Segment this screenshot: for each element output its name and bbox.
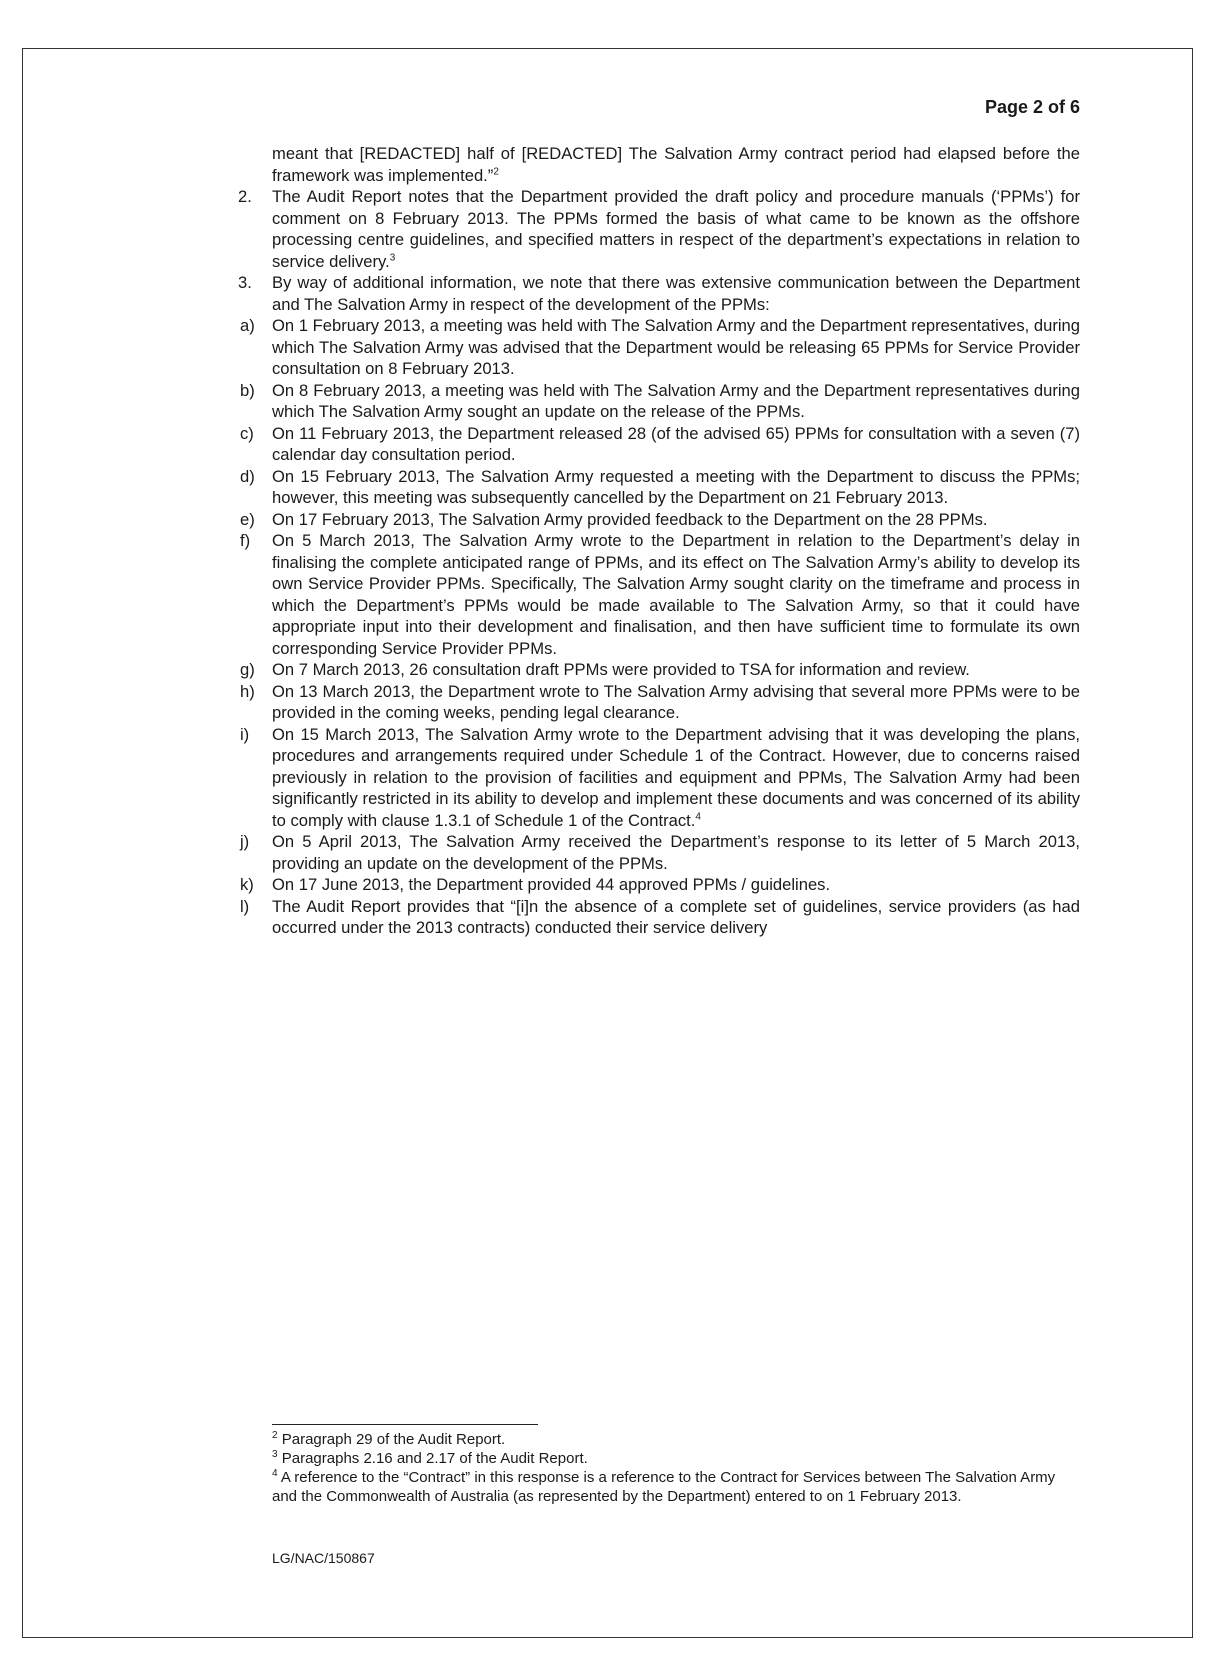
item-text: On 7 March 2013, 26 consultation draft PPMs were provided to TSA for information and review.: [272, 660, 970, 679]
list-item-h: [240, 681, 1080, 724]
item-label: d): [240, 466, 255, 486]
item-label: e): [240, 509, 255, 529]
page-number: Page 2 of 6: [984, 97, 1080, 117]
list-item-c: [240, 423, 1080, 466]
footnote-divider: [272, 1424, 538, 1425]
item-text: On 13 March 2013, the Department wrote to The Salvation Army advising that several more PPMs were to be provided in the coming weeks, pending legal clearance.: [272, 681, 1080, 722]
document-body: [238, 143, 1080, 939]
item-label: a): [240, 316, 255, 335]
footnote-ref-2: 2: [493, 165, 499, 177]
footnote-text: Paragraphs 2.16 and 2.17 of the Audit Report.: [281, 1450, 588, 1467]
footnote-ref-4: 4: [695, 810, 701, 822]
footnote-number: 4: [272, 1468, 278, 1479]
lead-text: meant that [REDACTED] half of [REDACTED] The Salvation Army contract period had elapsed before the framework was implemented.”: [272, 144, 1080, 185]
item-text: The Audit Report provides that “[i]n the absence of a complete set of guidelines, service providers (as had occurred under the 2013 contracts) conducted their service delivery: [272, 896, 1080, 937]
footnote-ref-3: 3: [389, 251, 396, 263]
footnote-2: [272, 1430, 1078, 1449]
paragraph-number: 2.: [238, 187, 252, 206]
item-text: On 15 March 2013, The Salvation Army wrote to the Department advising that it was developing the plans, procedures and arrangements required under Schedule 1 of the Contract. However, due to concerns raised previously in relation to the provision of facilities and equipment and PPMs, The Salvation Army had been significantly restricted in its ability to develop and implement these documents and was concerned of its ability to comply with clause 1.3.1 of Schedule 1 of the Contract.: [272, 724, 1080, 830]
item-label: g): [240, 660, 255, 679]
footnote-3: [272, 1449, 1078, 1468]
paragraph-number: 3.: [238, 273, 252, 292]
item-text: On 1 February 2013, a meeting was held with The Salvation Army and the Department representatives, during which The Salvation Army was advised that the Department would be releasing 65 PPMs for Service Provider consultation on 8 February 2013.: [272, 316, 1080, 378]
item-label: j): [240, 832, 250, 851]
item-label: k): [240, 875, 254, 894]
paragraph-3: [238, 272, 1080, 315]
item-label: f): [240, 531, 251, 550]
list-item-i: [240, 724, 1080, 832]
item-label: i): [240, 724, 250, 744]
item-label: c): [240, 423, 254, 443]
item-text: On 8 February 2013, a meeting was held with The Salvation Army and the Department representatives during which The Salvation Army sought an update on the release of the PPMs.: [272, 380, 1080, 421]
list-item-b: [240, 380, 1080, 423]
footnote-4: [272, 1468, 1078, 1506]
document-reference: LG/NAC/150867: [272, 1550, 375, 1566]
list-item-f: [240, 530, 1080, 659]
footnote-text: A reference to the “Contract” in this response is a reference to the Contract for Services between The Salvation Army and the Commonwealth of Australia (as represented by the Department) entered to on 1 February 2013.: [272, 1469, 1056, 1505]
item-text: On 5 April 2013, The Salvation Army received the Department’s response to its letter of 5 March 2013, providing an update on the development of the PPMs.: [272, 832, 1080, 873]
footnotes: [272, 1430, 1078, 1506]
list-item-a: [240, 315, 1080, 380]
item-label: b): [240, 380, 255, 400]
list-item-k: [240, 874, 1080, 896]
footnote-number: 2: [272, 1430, 278, 1441]
paragraph-text: By way of additional information, we note that there was extensive communication between the Department and The Salvation Army in respect of the development of the PPMs:: [272, 273, 1080, 314]
item-text: On 5 March 2013, The Salvation Army wrote to the Department in relation to the Department’s delay in finalising the complete anticipated range of PPMs, and its effect on The Salvation Army’s ability to develop its own Service Provider PPMs. Specifically, The Salvation Army sought clarity on the timeframe and process in which the Department’s PPMs would be made available to The Salvation Army, so that it could have appropriate input into their development and finalisation, and then have sufficient time to formulate its own corresponding Service Provider PPMs.: [272, 531, 1080, 658]
list-item-d: [240, 466, 1080, 509]
list-item-j: [240, 831, 1080, 874]
paragraph-2: [238, 186, 1080, 272]
item-text: On 11 February 2013, the Department released 28 (of the advised 65) PPMs for consultation with a seven (7) calendar day consultation period.: [272, 423, 1080, 464]
lead-paragraph: [272, 143, 1080, 186]
item-label: h): [240, 681, 255, 701]
paragraph-text: The Audit Report notes that the Department provided the draft policy and procedure manuals (‘PPMs’) for comment on 8 February 2013. The PPMs formed the basis of what came to be known as the offshore processing centre guidelines, and specified matters in respect of the department’s expectations in relation to service delivery.: [272, 187, 1080, 271]
footnote-text: Paragraph 29 of the Audit Report.: [281, 1431, 506, 1448]
item-text: On 15 February 2013, The Salvation Army requested a meeting with the Department to discuss the PPMs; however, this meeting was subsequently cancelled by the Department on 21 February 2013.: [272, 466, 1080, 507]
item-text: On 17 February 2013, The Salvation Army provided feedback to the Department on the 28 PPMs.: [272, 509, 988, 529]
item-label: l): [240, 896, 250, 916]
item-text: On 17 June 2013, the Department provided 44 approved PPMs / guidelines.: [272, 875, 831, 894]
footnote-number: 3: [272, 1449, 278, 1460]
list-item-g: [240, 659, 1080, 681]
list-item-e: [240, 509, 1080, 531]
list-item-l: [240, 896, 1080, 939]
